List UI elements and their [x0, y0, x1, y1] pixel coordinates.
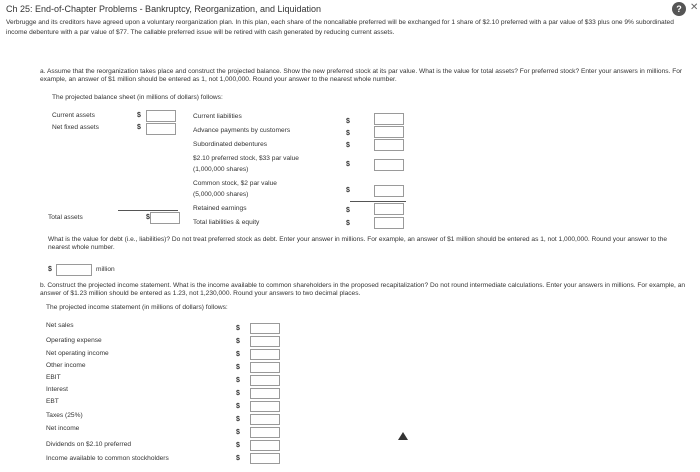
dollar-sign: $: [346, 187, 350, 194]
other-income-input[interactable]: [250, 362, 280, 373]
divider: [118, 210, 178, 211]
dollar-sign: $: [236, 390, 240, 397]
dollar-sign: $: [346, 142, 350, 149]
is-row-label: Interest: [46, 386, 68, 393]
page-title: Ch 25: End-of-Chapter Problems - Bankruptcy, Reorganization, and Liquidation: [6, 4, 322, 14]
current-assets-input[interactable]: [146, 110, 176, 122]
bs-current-liabilities-label: Current liabilities: [193, 113, 242, 120]
is-row-label: EBIT: [46, 374, 61, 381]
dollar-sign: $: [146, 214, 150, 221]
income-available-common-input[interactable]: [250, 453, 280, 464]
million-unit-label: million: [96, 266, 115, 273]
dollar-sign: $: [346, 161, 350, 168]
part-a-instruction: a. Assume that the reorganization takes place and construct the projected balance. Show the new preferred stock at its par value. What is the value for total assets? For preferred stock? Enter your answers in millions. For example, an answer of $1 million should be entered as 1, not 1,000,000. Round your answer to the nearest whole number.: [40, 68, 683, 83]
dollar-sign: $: [236, 429, 240, 436]
bs-total-assets-label: Total assets: [48, 214, 83, 221]
dollar-sign: $: [236, 338, 240, 345]
help-icon[interactable]: ?: [672, 2, 686, 16]
part-a-subtitle: The projected balance sheet (in millions of dollars) follows:: [52, 94, 223, 101]
retained-earnings-input[interactable]: [374, 203, 404, 215]
common-stock-input[interactable]: [374, 185, 404, 197]
bs-current-assets-label: Current assets: [52, 112, 95, 119]
is-row-label: Other income: [46, 362, 86, 369]
dollar-sign: $: [236, 416, 240, 423]
interest-input[interactable]: [250, 388, 280, 399]
is-row-label: Taxes (25%): [46, 412, 83, 419]
net-fixed-assets-input[interactable]: [146, 123, 176, 135]
dollar-sign: $: [236, 325, 240, 332]
is-row-label: Dividends on $2.10 preferred: [46, 441, 132, 448]
dollar-sign: $: [346, 207, 350, 214]
bs-preferred-stock-label: $2.10 preferred stock, $33 par value: [193, 155, 299, 162]
dollar-sign: $: [236, 403, 240, 410]
is-row-label: Operating expense: [46, 337, 102, 344]
close-icon[interactable]: ✕: [690, 2, 699, 13]
bs-subordinated-debentures-label: Subordinated debentures: [193, 141, 268, 148]
dollar-sign: $: [236, 442, 240, 449]
dollar-sign: $: [236, 455, 240, 462]
debt-question: What is the value for debt (i.e., liabilities)? Do not treat preferred stock as debt. Enter your answer in millions. For example, an answer of $1 million should be entered as 1, not 1,000,000. Round your answer to the nearest whole number.: [48, 236, 668, 251]
dollar-sign: $: [236, 351, 240, 358]
net-sales-input[interactable]: [250, 323, 280, 334]
advance-payments-input[interactable]: [374, 126, 404, 138]
preferred-stock-input[interactable]: [374, 159, 404, 171]
ebit-input[interactable]: [250, 375, 280, 386]
bs-preferred-shares-label: (1,000,000 shares): [193, 166, 249, 173]
current-liabilities-input[interactable]: [374, 113, 404, 125]
net-operating-income-input[interactable]: [250, 349, 280, 360]
ebt-input[interactable]: [250, 401, 280, 412]
is-row-label: Income available to common stockholders: [46, 455, 169, 462]
bs-common-shares-label: (5,000,000 shares): [193, 191, 249, 198]
part-b-subtitle: The projected income statement (in millions of dollars) follows:: [46, 304, 228, 311]
dollar-sign: $: [137, 112, 141, 119]
dollar-sign: $: [48, 266, 52, 273]
is-row-label: Net sales: [46, 322, 74, 329]
dividends-preferred-input[interactable]: [250, 440, 280, 451]
is-row-label: Net income: [46, 425, 80, 432]
dollar-sign: $: [236, 364, 240, 371]
dollar-sign: $: [346, 220, 350, 227]
total-assets-input[interactable]: [150, 212, 180, 224]
bs-advance-payments-label: Advance payments by customers: [193, 127, 291, 134]
operating-expense-input[interactable]: [250, 336, 280, 347]
taxes-input[interactable]: [250, 414, 280, 425]
bs-common-stock-label: Common stock, $2 par value: [193, 180, 277, 187]
dollar-sign: $: [346, 130, 350, 137]
cursor-icon: [398, 432, 408, 440]
net-income-input[interactable]: [250, 427, 280, 438]
bs-total-liab-equity-label: Total liabilities & equity: [193, 219, 260, 226]
problem-intro: Verbrugge and its creditors have agreed upon a voluntary reorganization plan. In this plan, each share of the noncallable preferred will be exchanged for 1 share of $2.10 preferred with a par value of $33 plus one 9% subordinated income debenture with a par value of $77. The callable preferred issue will be retired with cash generated by reducing current assets.: [6, 19, 674, 36]
part-b-instruction: b. Construct the projected income statement. What is the income available to common shareholders in the proposed recapitalization? Do not round intermediate calculations. Enter your answers in millions. For example, an answer of $1.23 million should be entered as 1.23, not 1,230,000. Round your answers to two decimal places.: [40, 282, 686, 297]
subordinated-debentures-input[interactable]: [374, 139, 404, 151]
total-liab-equity-input[interactable]: [374, 217, 404, 229]
divider: [350, 201, 406, 202]
is-row-label: Net operating income: [46, 350, 109, 357]
dollar-sign: $: [236, 377, 240, 384]
is-row-label: EBT: [46, 398, 59, 405]
dollar-sign: $: [346, 118, 350, 125]
bs-net-fixed-assets-label: Net fixed assets: [52, 124, 99, 131]
debt-input[interactable]: [56, 264, 92, 276]
bs-retained-earnings-label: Retained earnings: [193, 205, 247, 212]
dollar-sign: $: [137, 124, 141, 131]
